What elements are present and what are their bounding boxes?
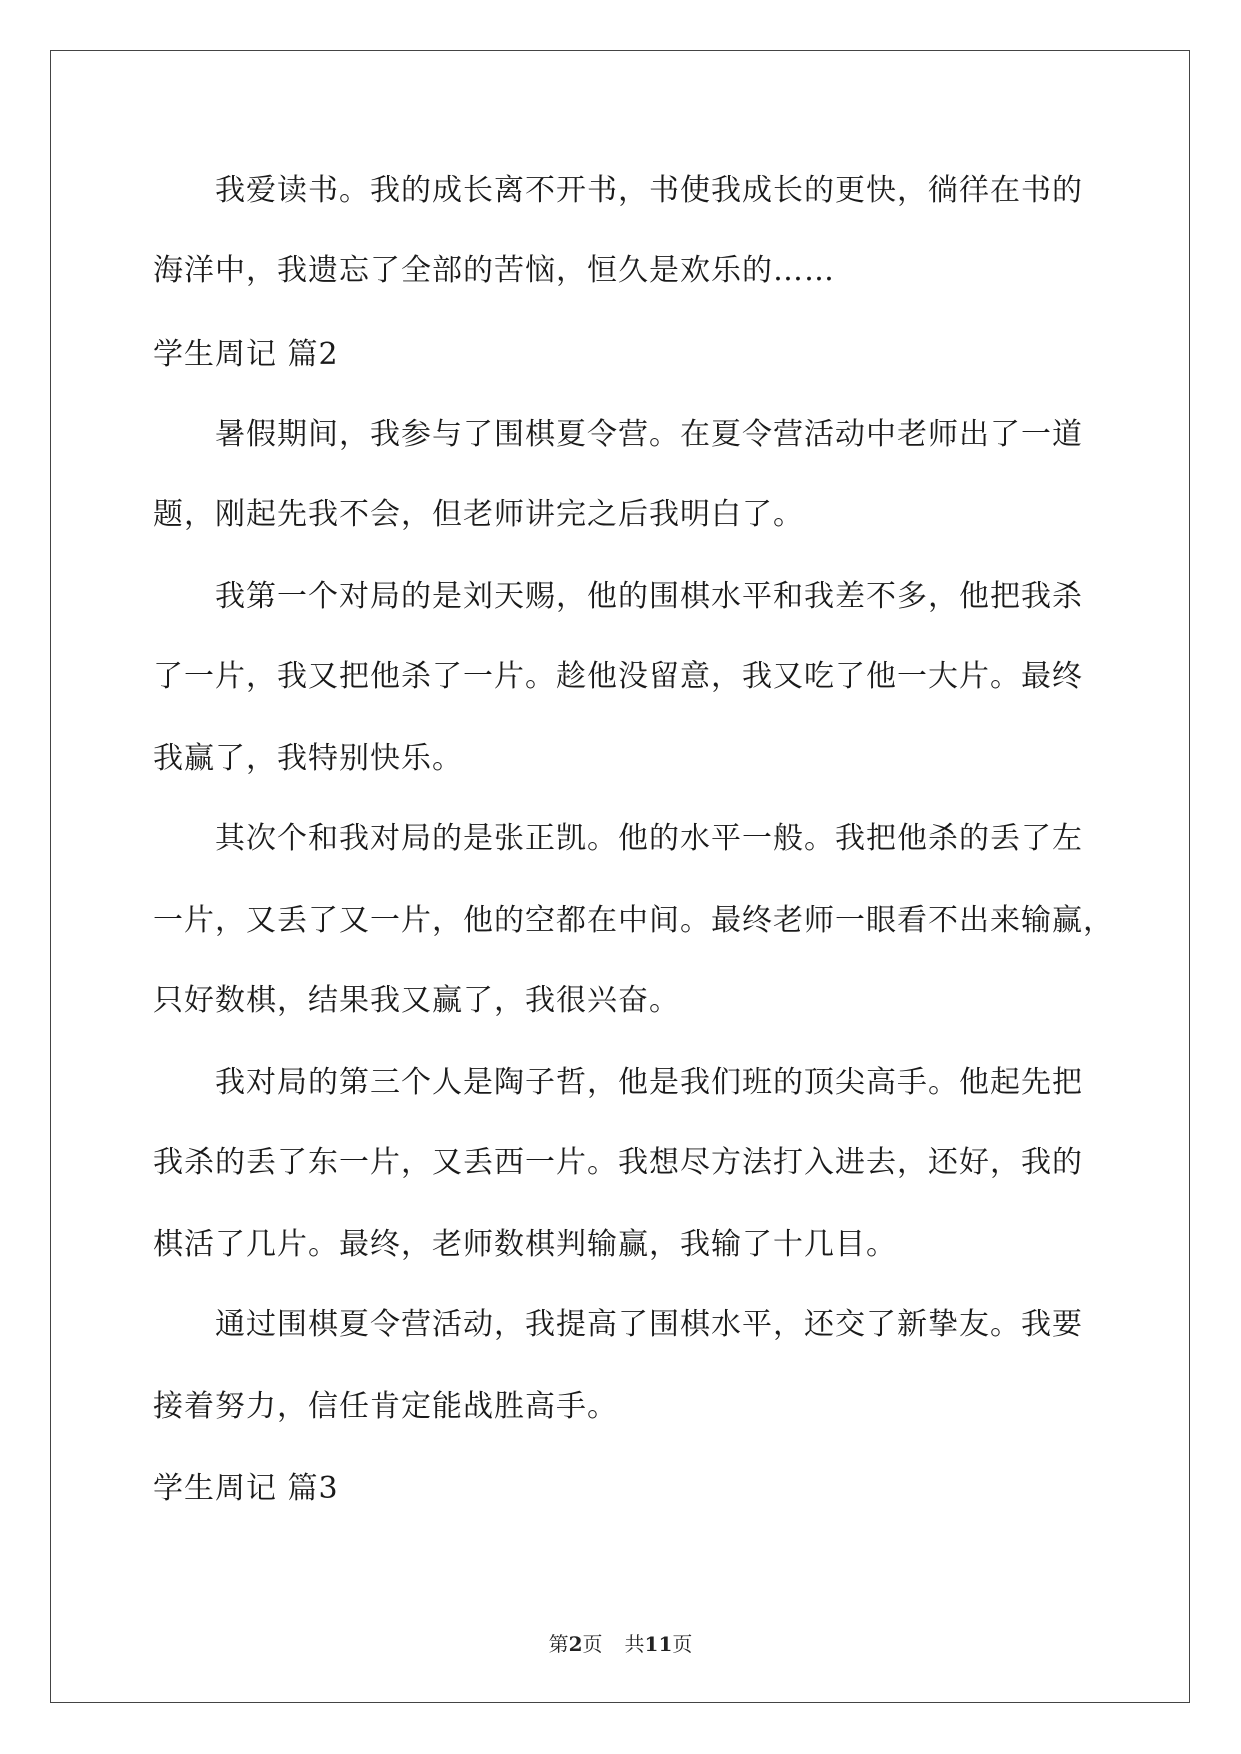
page-total: 11 bbox=[644, 1632, 673, 1656]
paragraph-line: 一片，又丢了又一片，他的空都在中间。最终老师一眼看不出来输赢， bbox=[153, 903, 1114, 938]
paragraph-line: 我第一个对局的是刘天赐，他的围棋水平和我差不多，他把我杀 bbox=[215, 579, 1083, 614]
paragraph-line: 题，刚起先我不会，但老师讲完之后我明白了。 bbox=[153, 497, 804, 532]
paragraph-line: 其次个和我对局的是张正凯。他的水平一般。我把他杀的丢了左 bbox=[215, 821, 1083, 856]
paragraph-line: 通过围棋夏令营活动，我提高了围棋水平，还交了新挚友。我要 bbox=[215, 1307, 1083, 1342]
paragraph-line: 海洋中，我遗忘了全部的苦恼，恒久是欢乐的…… bbox=[153, 253, 835, 288]
paragraph-line: 暑假期间，我参与了围棋夏令营。在夏令营活动中老师出了一道 bbox=[215, 417, 1083, 452]
paragraph-line: 我赢了，我特别快乐。 bbox=[153, 741, 463, 776]
total-unit: 页 bbox=[672, 1632, 693, 1656]
page-footer bbox=[0, 1628, 1241, 1657]
page-border bbox=[50, 50, 1190, 1703]
paragraph-line: 棋活了几片。最终，老师数棋判输赢，我输了十几目。 bbox=[153, 1227, 897, 1262]
paragraph-line: 我对局的第三个人是陶子哲，他是我们班的顶尖高手。他起先把 bbox=[215, 1065, 1083, 1100]
page-unit: 页 bbox=[582, 1632, 603, 1656]
page-current: 2 bbox=[568, 1632, 583, 1656]
page-prefix: 第 bbox=[548, 1632, 569, 1656]
paragraph-line: 了一片，我又把他杀了一片。趁他没留意，我又吃了他一大片。最终 bbox=[153, 659, 1083, 694]
paragraph-line: 我爱读书。我的成长离不开书，书使我成长的更快，徜徉在书的 bbox=[215, 173, 1083, 208]
paragraph-line: 我杀的丢了东一片，又丢西一片。我想尽方法打入进去，还好，我的 bbox=[153, 1145, 1083, 1180]
paragraph-line: 只好数棋，结果我又赢了，我很兴奋。 bbox=[153, 983, 680, 1018]
total-prefix: 共 bbox=[624, 1632, 645, 1656]
section-heading: 学生周记 篇3 bbox=[153, 1471, 339, 1506]
paragraph-line: 接着努力，信任肯定能战胜高手。 bbox=[153, 1389, 618, 1424]
section-heading: 学生周记 篇2 bbox=[153, 337, 339, 372]
